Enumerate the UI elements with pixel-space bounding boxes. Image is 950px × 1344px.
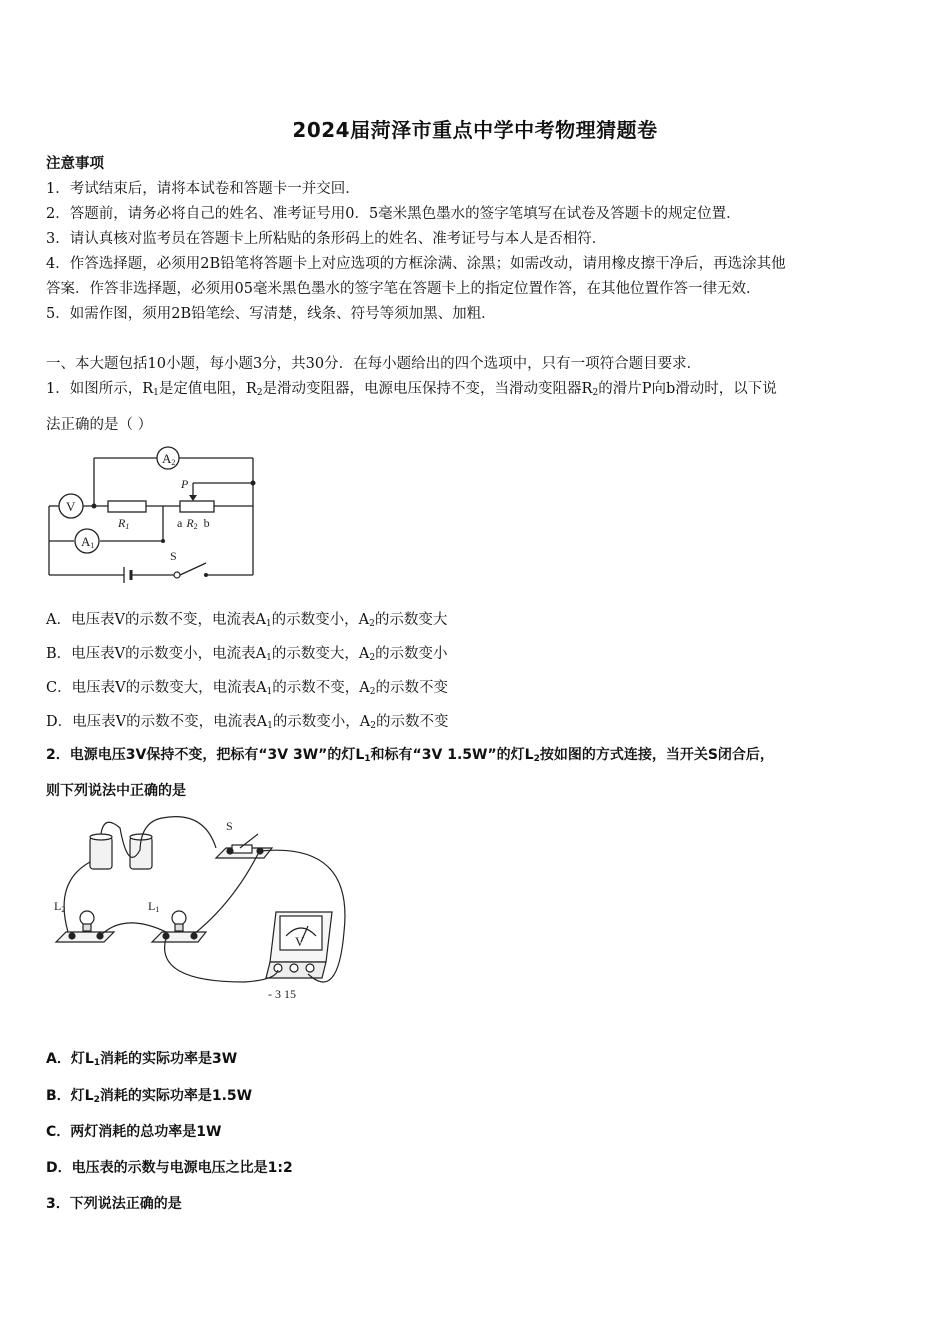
q2-circuit-picture [44, 812, 354, 1008]
lamp-l1-label: L1 [148, 899, 160, 914]
switch-s-label: S [226, 819, 233, 833]
notice-item-4: 4．作答选择题，必须用2B铅笔将答题卡上对应选项的方框涂满、涂黑；如需改动，请用橡皮擦干净后，再选涂其他 [46, 256, 786, 272]
notice-item-3: 3．请认真核对监考员在答题卡上所粘贴的条形码上的姓名、准考证号与本人是否相符． [46, 231, 607, 247]
q2-option-a: A．灯$L_1$消耗的实际功率是3W [46, 1051, 238, 1068]
q2-option-b: B．灯$L_2$消耗的实际功率是1.5W [46, 1088, 253, 1105]
voltmeter-label: V [66, 499, 76, 514]
r2-label: a R2 b [177, 516, 210, 531]
q1-option-b: B．电压表V的示数变小，电流表$A_1$的示数变大，$A_2$的示数变小 [46, 646, 448, 663]
q1-option-c: C．电压表V的示数变大，电流表$A_1$的示数不变，$A_2$的示数不变 [46, 680, 448, 697]
notice-item-4-cont: 答案．作答非选择题，必须用05毫米黑色墨水的签字笔在答题卡上的指定位置作答，在其他位置作答一律无效． [46, 281, 761, 297]
ammeter-a2-label: A2 [162, 451, 176, 467]
q1-stem: 1．如图所示，$R_1$是定值电阻，$R_2$是滑动变阻器，电源电压保持不变，当滑动变阻器$R_2$的滑片P向b滑动时，以下说 [46, 381, 777, 398]
q3-stem: 3．下列说法正确的是 [46, 1196, 182, 1212]
q2-option-d: D．电压表的示数与电源电压之比是1:2 [46, 1160, 293, 1176]
q2-stem: 2．电源电压3V保持不变，把标有“3V 3W”的灯$L_1$和标有“3V 1.5W”的灯$L_2$按如图的方式连接，当开关S闭合后， [46, 747, 774, 764]
ammeter-a1-label: A1 [81, 534, 95, 550]
switch-s-label: S [170, 549, 177, 563]
page-title: 2024届菏泽市重点中学中考物理猜题卷 [292, 118, 658, 142]
section-heading: 一、本大题包括10小题，每小题3分，共30分．在每小题给出的四个选项中，只有一项符合题目要求． [46, 356, 702, 372]
q1-stem-line2: 法正确的是（ ） [46, 417, 153, 433]
slider-p-label: P [181, 477, 189, 491]
r1-label: R1 [118, 516, 130, 531]
q1-option-d: D．电压表V的示数不变，电流表$A_1$的示数变小，$A_2$的示数不变 [46, 714, 449, 731]
q2-option-c: C．两灯消耗的总功率是1W [46, 1124, 222, 1140]
voltmeter-v-label: V [295, 934, 305, 949]
q1-option-a: A．电压表V的示数不变，电流表$A_1$的示数变小，$A_2$的示数变大 [46, 612, 448, 629]
lamp-l2-label: L2 [54, 899, 66, 914]
q2-stem-line2: 则下列说法中正确的是 [46, 783, 186, 799]
notice-item-2: 2．答题前，请务必将自己的姓名、准考证号用0．5毫米黑色墨水的签字笔填写在试卷及答题卡的规定位置． [46, 206, 741, 222]
notice-heading: 注意事项 [46, 155, 104, 172]
notice-item-1: 1．考试结束后，请将本试卷和答题卡一并交回． [46, 181, 360, 197]
q1-circuit-diagram [44, 444, 260, 584]
notice-item-5: 5．如需作图，须用2B铅笔绘、写清楚，线条、符号等须加黑、加粗． [46, 306, 496, 322]
voltmeter-terminals-label: - 3 15 [268, 987, 296, 1001]
